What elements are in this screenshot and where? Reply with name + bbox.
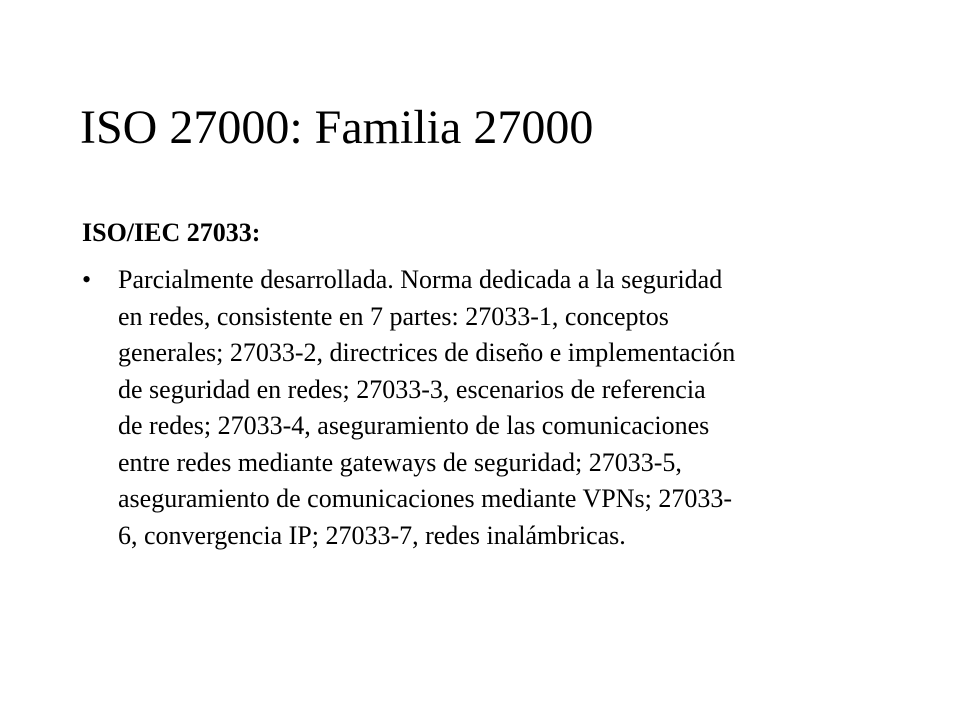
bullet-text-line: de seguridad en redes; 27033-3, escenarios de referencia bbox=[118, 374, 706, 404]
bullet-text-line: en redes, consistente en 7 partes: 27033-1, conceptos bbox=[118, 301, 669, 331]
bullet-text-line: generales; 27033-2, directrices de diseño e implementación bbox=[118, 338, 736, 367]
bullet-text-line: 6, convergencia IP; 27033-7, redes inalámbricas. bbox=[118, 520, 626, 550]
bullet-marker: • bbox=[82, 265, 92, 294]
bullet-text-line: aseguramiento de comunicaciones mediante VPNs; 27033- bbox=[118, 484, 732, 513]
bullet-text-line: Parcialmente desarrollada. Norma dedicada a la seguridad bbox=[118, 265, 723, 294]
slide-title: ISO 27000: Familia 27000 bbox=[80, 101, 594, 154]
bullet-item bbox=[82, 262, 882, 554]
section-heading: ISO/IEC 27033: bbox=[82, 218, 261, 247]
bullet-text-line: entre redes mediante gateways de seguridad; 27033-5, bbox=[118, 447, 682, 477]
bullet-list bbox=[82, 262, 882, 554]
bullet-text-line: de redes; 27033-4, aseguramiento de las comunicaciones bbox=[118, 411, 710, 440]
